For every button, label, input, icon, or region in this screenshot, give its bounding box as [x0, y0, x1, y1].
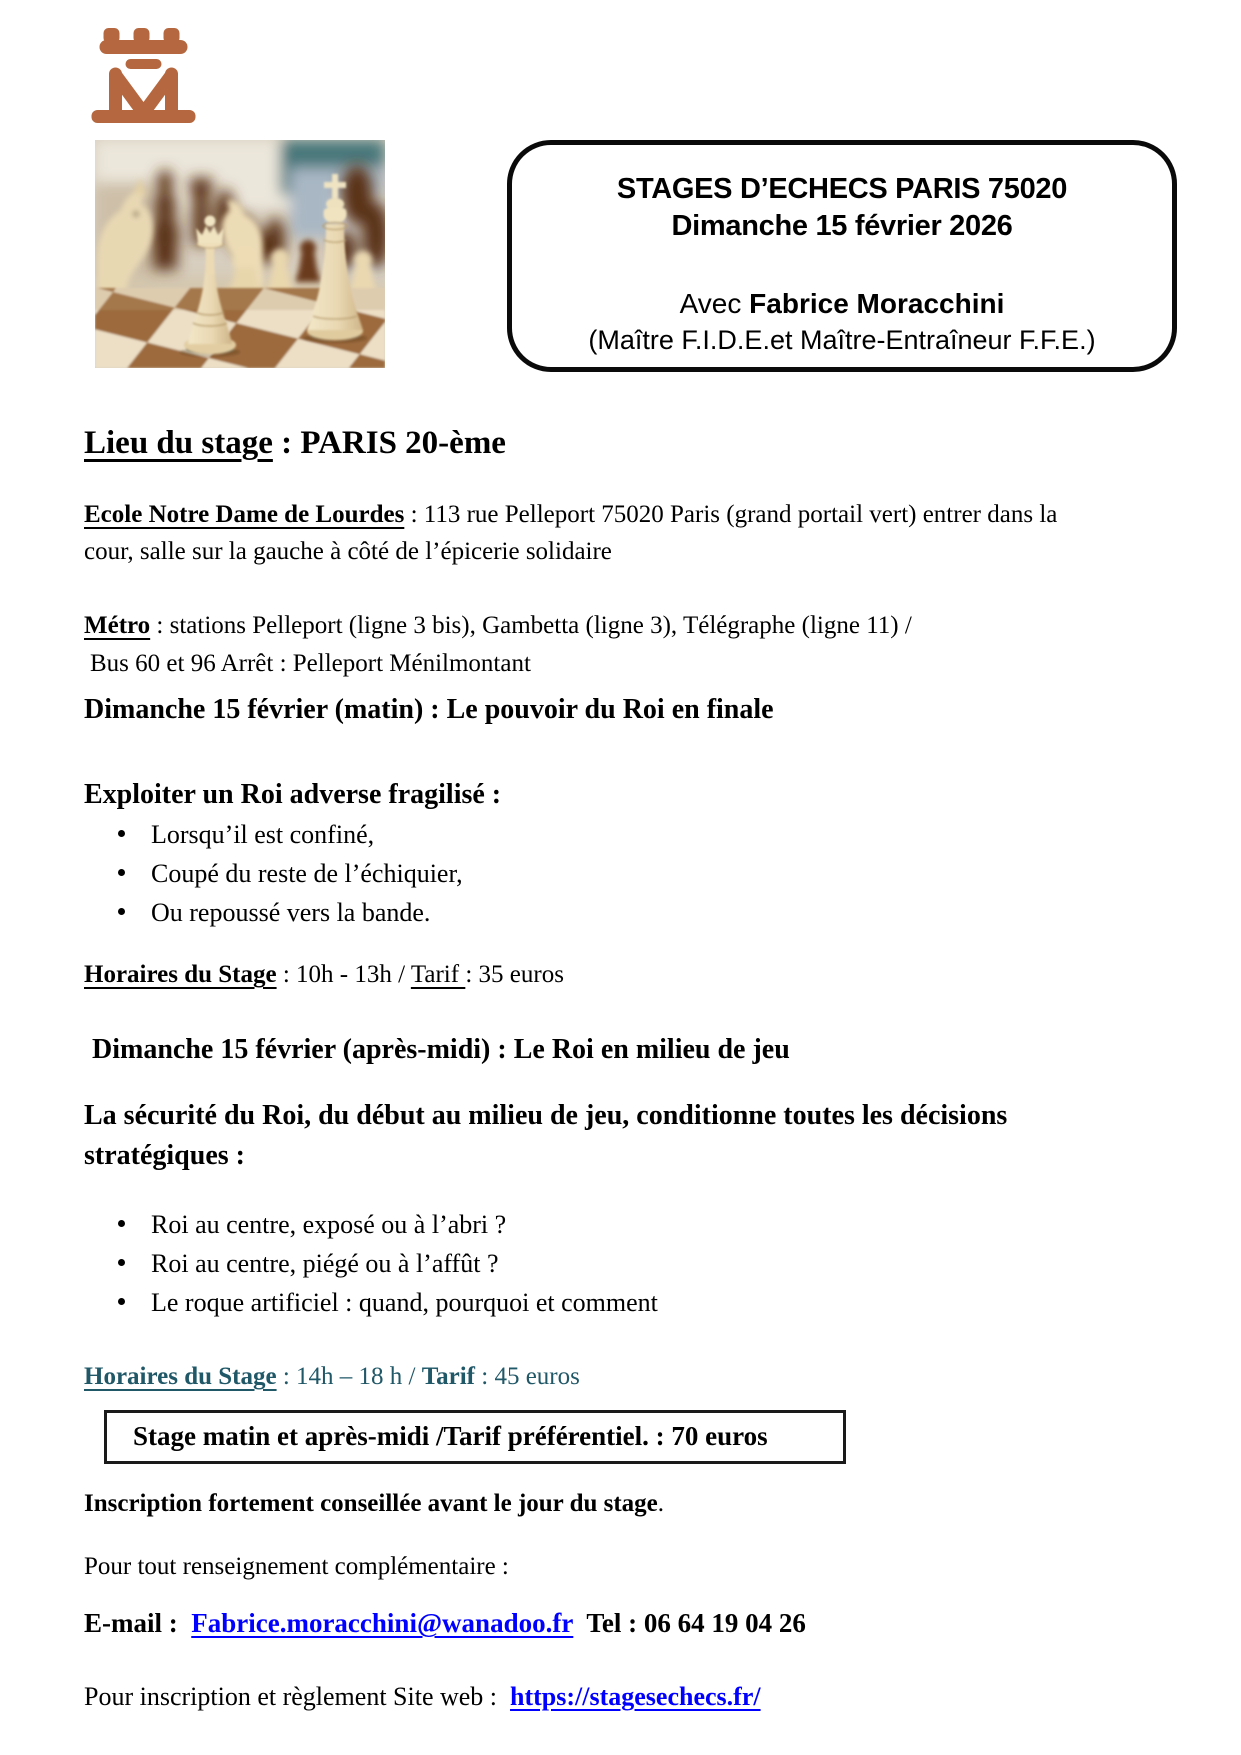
header-date: Dimanche 15 février 2026 — [671, 210, 1013, 242]
with-prefix: Avec — [679, 288, 750, 319]
chess-photo — [95, 140, 385, 368]
afternoon-bullet-list — [84, 1205, 658, 1322]
school-address: : 113 rue Pelleport 75020 Paris (grand portail vert) entrer dans la cour, salle sur la gauche à côté de l’épicerie solidaire — [84, 501, 1058, 565]
instructor-name: Fabrice Moracchini — [749, 288, 1005, 319]
list-item — [84, 1283, 658, 1322]
morning-bullet-list — [84, 815, 463, 932]
phone-number: Tel : 06 64 19 04 26 — [573, 1608, 806, 1638]
website-prefix: Pour inscription et règlement Site web : — [84, 1682, 511, 1711]
school-label: Ecole Notre Dame de Lourdes — [84, 501, 405, 528]
bullet-text: Coupé du reste de l’échiquier, — [151, 859, 463, 888]
header-title: STAGES D’ECHECS PARIS 75020 — [616, 173, 1068, 205]
tarif-value: : 45 euros — [475, 1363, 580, 1390]
chess-pieces-image — [95, 140, 385, 368]
website-line — [84, 1678, 761, 1715]
bullet-text: Ou repoussé vers la bande. — [151, 898, 431, 927]
registration-notice — [84, 1485, 664, 1522]
hours-value: : 10h - 13h / — [276, 961, 411, 988]
registration-notice-period: . — [657, 1490, 665, 1517]
header-instructor-line — [512, 285, 1172, 322]
list-item — [84, 815, 463, 854]
afternoon-title: Dimanche 15 février (après-midi) : Le Roi en milieu de jeu — [92, 1034, 790, 1065]
bullet-dot-icon — [118, 830, 125, 837]
metro-label: Métro — [84, 612, 151, 639]
list-item — [84, 1244, 658, 1283]
crowned-m-logo-icon — [87, 26, 200, 126]
morning-hours-line — [84, 956, 564, 993]
tarif-value: : 35 euros — [465, 961, 564, 988]
morning-title: Dimanche 15 février (matin) : Le pouvoir du Roi en finale — [84, 694, 774, 725]
bullet-text: Lorsqu’il est confiné, — [151, 820, 375, 849]
metro-stations: : stations Pelleport (ligne 3 bis), Gambetta (ligne 3), Télégraphe (ligne 11) / — [150, 612, 912, 639]
location-heading — [84, 425, 506, 462]
instructor-credentials: (Maître F.I.D.E.et Maître-Entraîneur F.F.E.) — [588, 325, 1096, 355]
bullet-text: Roi au centre, exposé ou à l’abri ? — [151, 1210, 507, 1239]
location-heading-label: Lieu du stage — [84, 425, 273, 461]
list-item — [84, 893, 463, 932]
hours-label: Horaires du Stage — [84, 1363, 277, 1390]
registration-notice-text: Inscription fortement conseillée avant le jour du stage — [84, 1490, 658, 1517]
bullet-dot-icon — [118, 1259, 125, 1266]
bullet-dot-icon — [118, 908, 125, 915]
school-paragraph — [84, 496, 1089, 570]
list-item — [84, 1205, 658, 1244]
tarif-label: Tarif — [410, 961, 466, 988]
club-logo — [87, 26, 200, 126]
hours-value: : 14h – 18 h / — [276, 1363, 422, 1390]
website-link[interactable]: https://stagesechecs.fr/ — [510, 1682, 761, 1711]
hours-label: Horaires du Stage — [84, 961, 277, 988]
afternoon-hours-line — [84, 1358, 580, 1395]
morning-subtitle: Exploiter un Roi adverse fragilisé : — [84, 779, 502, 810]
header-box — [507, 140, 1177, 372]
info-line: Pour tout renseignement complémentaire : — [84, 1553, 509, 1580]
email-line — [84, 1608, 806, 1639]
bullet-text: Roi au centre, piégé ou à l’affût ? — [151, 1249, 499, 1278]
offer-box — [104, 1410, 846, 1464]
tarif-label: Tarif — [421, 1363, 475, 1390]
location-heading-value: : PARIS 20-ème — [272, 425, 506, 461]
bullet-dot-icon — [118, 869, 125, 876]
bullet-dot-icon — [118, 1298, 125, 1305]
afternoon-subtitle: La sécurité du Roi, du début au milieu de jeu, conditionne toutes les décisions stratégiques : — [84, 1100, 1008, 1171]
bullet-dot-icon — [118, 1220, 125, 1227]
list-item — [84, 854, 463, 893]
bullet-text: Le roque artificiel : quand, pourquoi et comment — [151, 1288, 658, 1317]
bus-line: Bus 60 et 96 Arrêt : Pelleport Ménilmontant — [90, 650, 531, 677]
email-link[interactable]: Fabrice.moracchini@wanadoo.fr — [191, 1608, 574, 1638]
offer-text: Stage matin et après-midi /Tarif préférentiel. : 70 euros — [133, 1421, 768, 1451]
email-label: E-mail : — [84, 1608, 192, 1638]
metro-line — [84, 607, 912, 644]
